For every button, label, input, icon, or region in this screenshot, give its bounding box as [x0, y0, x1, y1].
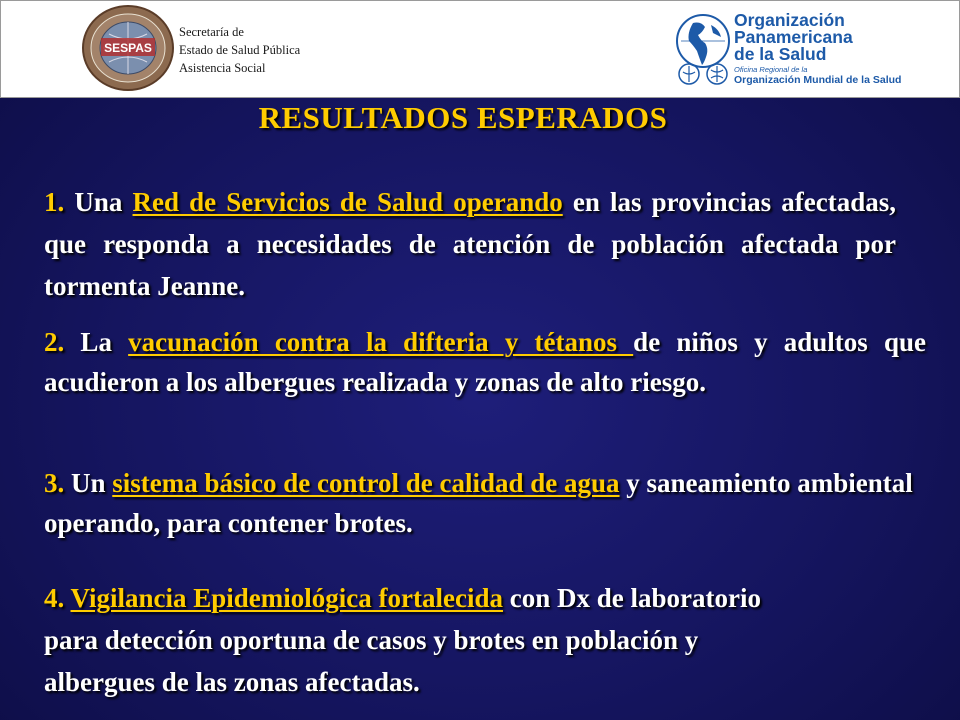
sespas-seal-logo [81, 4, 175, 92]
item-text-pre: La [64, 327, 129, 357]
item-highlight: sistema básico de control de calidad de agua [112, 468, 620, 498]
ops-name [734, 12, 853, 63]
item-text-post: con Dx de laboratorio [502, 583, 761, 613]
ops-globe-icon [675, 13, 731, 69]
ops-sub-big: Organización Mundial de la Salud [734, 74, 902, 86]
ops-emblems-icon [677, 62, 731, 86]
result-item-1 [44, 181, 896, 307]
ops-sub-small: Oficina Regional de la [734, 65, 808, 74]
item-highlight: Red de Servicios de Salud operando [132, 187, 563, 217]
ops-name-line: Panamericana [734, 27, 853, 47]
item-number: 4. [44, 583, 65, 613]
item-line-3: albergues de las zonas afectadas. [44, 667, 420, 697]
item-number: 1. [44, 187, 65, 217]
item-highlight: Vigilancia Epidemiológica fortalecida [70, 583, 503, 613]
seal-label: SESPAS [104, 41, 152, 55]
item-text-post: en las provincias afectadas, que responda a necesidades de atención de población afectada por tormenta Jeanne. [44, 187, 897, 301]
ops-name-line: Organización [734, 10, 845, 30]
result-item-4 [44, 577, 960, 703]
ops-subtitle [734, 65, 901, 86]
item-number: 3. [44, 468, 65, 498]
item-line-1 [44, 577, 960, 619]
header-banner [0, 0, 960, 98]
secretaria-line: Asistencia Social [179, 61, 266, 75]
secretaria-text [179, 23, 300, 77]
secretaria-line: Secretaría de [179, 25, 244, 39]
slide-title: RESULTADOS ESPERADOS [258, 100, 668, 135]
item-line-2: para detección oportuna de casos y brotes en población y [44, 625, 699, 655]
result-item-3 [44, 463, 944, 543]
item-text-post: y saneamiento ambiental operando, para contener brotes. [44, 468, 913, 538]
ops-name-line: de la Salud [734, 44, 827, 64]
item-number: 2. [44, 327, 65, 357]
item-text-pre: Un [64, 468, 113, 498]
item-text-pre: Una [64, 187, 133, 217]
secretaria-line: Estado de Salud Pública [179, 43, 301, 57]
result-item-2 [44, 322, 926, 402]
item-text-post: de niños y adultos que acudieron a los albergues realizada y zonas de alto riesgo. [44, 327, 926, 397]
item-highlight: vacunación contra la difteria y tétanos [128, 327, 634, 357]
